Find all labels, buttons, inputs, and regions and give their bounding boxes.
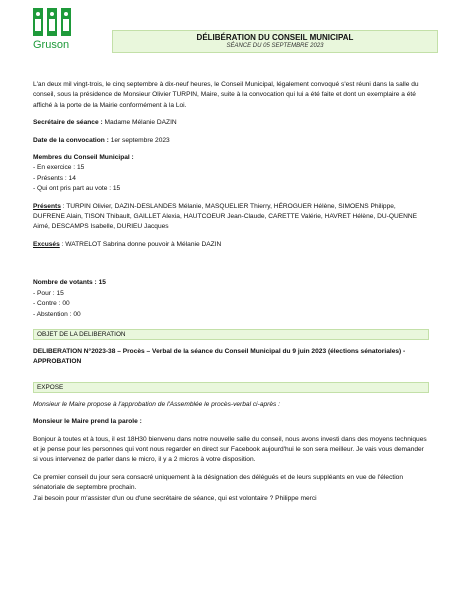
membres-en-exercice: - En exercice : 15	[33, 164, 85, 172]
votants-contre: - Contre : 00	[33, 300, 70, 308]
speech-paragraph-2: Ce premier conseil du jour sera consacré uniquement à la désignation des délégués et de leurs suppléants en vue de l'élection sénatoriale de septembre prochain.	[33, 473, 404, 492]
secretaire-line	[33, 118, 429, 128]
deliberation-title: DELIBERATION N°2023-38 – Procès – Verbal de la séance du Conseil Municipal du 9 juin 2023 (élections sénatoriales) - APPROBATION	[33, 347, 406, 366]
speech-paragraph-1: Bonjour à toutes et à tous, il est 18H30 bienvenu dans notre nouvelle salle du conseil, nous avons investi dans des moyens techniques et je pense pour les personnes qui vont nous regarder en direct sur Facebook aujourd'hui le son sera meilleur. Je vais vous demander si vous intervenez de parler dans le micro, il y a 2 micros à votre disposition.	[33, 435, 427, 464]
speech-paragraph-3: J'ai besoin pour m'assister d'un ou d'une secrétaire de séance, qui est volontaire ? Philippe merci	[33, 494, 317, 502]
excuses-line	[33, 240, 429, 250]
session-date: SÉANCE DU 05 SEPTEMBRE 2023	[226, 43, 324, 49]
membres-presents: - Présents : 14	[33, 174, 76, 182]
person-icon	[61, 8, 71, 36]
convocation-line	[33, 136, 429, 146]
intro-paragraph: L'an deux mil vingt-trois, le cinq septembre à dix-neuf heures, le Conseil Municipal, légalement convoqué s'est réuni dans la salle du conseil, sous la présidence de Monsieur Olivier TURPIN, Maire, suite à la convocation qui lui a été faite et dont un exemplaire a été affiché à la porte de la Mairie conformément à la Loi.	[33, 81, 419, 109]
votants-label: Nombre de votants : 15	[33, 279, 106, 287]
expose-heading: EXPOSE	[33, 382, 429, 393]
presents-line	[33, 202, 429, 233]
presents-value: : TURPIN Olivier, DAZIN-DESLANDES Mélanie, MASQUELIER Thierry, HÉROGUER Hélène, SIMOENS Philippe, DUFRENE Alain, TISON Thibault, GAILLET Alexia, HAUTCOEUR Jean-Claude, CARETTE Valérie, HAVRET Hélène, DU-QUENNE Aimé, DESCAMPS Isabelle, DURIEU Jacques	[33, 202, 418, 231]
excuses-value: : WATRELOT Sabrina donne pouvoir à Mélanie DAZIN	[59, 240, 222, 248]
excuses-label: Excusés	[33, 240, 60, 248]
secretaire-value: Madame Mélanie DAZIN	[102, 119, 177, 127]
logo	[33, 8, 79, 51]
secretaire-label: Secrétaire de séance :	[33, 119, 103, 127]
membres-label: Membres du Conseil Municipal :	[33, 154, 134, 162]
document-title: DÉLIBÉRATION DU CONSEIL MUNICIPAL	[196, 33, 354, 42]
objet-heading: OBJET DE LA DELIBERATION	[33, 329, 429, 340]
person-icon	[33, 8, 43, 36]
logo-text: Gruson	[33, 39, 70, 51]
logo-icons	[33, 8, 79, 36]
membres-votants: - Qui ont pris part au vote : 15	[33, 185, 121, 193]
expose-intro: Monsieur le Maire propose à l'approbation de l'Assemblée le procès-verbal ci-après :	[33, 400, 280, 408]
presents-label: Présents	[33, 202, 61, 210]
person-icon	[47, 8, 57, 36]
convocation-value: 1er septembre 2023	[108, 136, 170, 144]
document-header	[112, 30, 438, 53]
votants-abstention: - Abstention : 00	[33, 310, 81, 318]
votants-pour: - Pour : 15	[33, 289, 64, 297]
maire-label: Monsieur le Maire prend la parole :	[33, 418, 142, 426]
document-body	[33, 80, 429, 504]
convocation-label: Date de la convocation :	[33, 136, 109, 144]
